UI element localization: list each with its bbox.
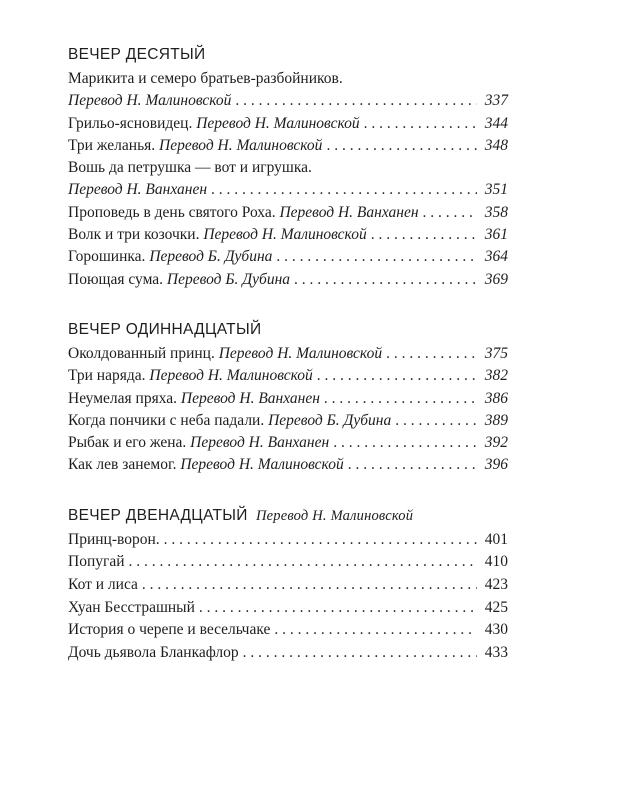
toc-leader-dots [371, 224, 477, 246]
toc-translator: Перевод Н. Малиновской [196, 114, 360, 132]
toc-title: Когда пончики с неба падали. [68, 411, 265, 429]
toc-translator: Перевод Н. Малиновской [180, 456, 344, 474]
toc-translator: Перевод Н. Ванханен [68, 181, 208, 199]
toc-leader-dots [235, 90, 477, 112]
toc-leader-dots [386, 343, 477, 365]
section-title: ВЕЧЕР ОДИННАДЦАТЫЙ [68, 320, 262, 338]
toc-translator: Перевод Н. Малиновской [203, 226, 367, 244]
toc-entry[interactable] [68, 551, 508, 574]
toc-leader-dots [294, 269, 477, 291]
toc-leader-dots [274, 619, 477, 642]
toc-page-number: 423 [484, 575, 508, 593]
toc-page-number: 389 [484, 411, 508, 429]
toc-title: Как лев занемог. [68, 456, 177, 474]
toc-title: Неумелая пряха. [68, 389, 178, 407]
toc-entry[interactable] [68, 246, 508, 268]
toc-translator: Перевод Н. Малиновской [68, 92, 232, 110]
toc-entry[interactable] [68, 202, 508, 224]
toc-translator: Перевод Н. Малиновской [149, 367, 313, 385]
toc-leader-dots [243, 642, 477, 665]
toc-leader-dots [164, 529, 477, 552]
toc-entry[interactable] [68, 574, 508, 597]
toc-title: Принц-ворон. [68, 530, 160, 548]
toc-entry[interactable] [68, 135, 508, 157]
toc-leader-dots [395, 410, 477, 432]
toc-translator: Перевод Н. Малиновской [159, 136, 323, 154]
toc-title: Горошинка. [68, 248, 146, 266]
toc-entry[interactable] [68, 343, 508, 365]
toc-translator: Перевод Б. Дубина [149, 248, 273, 266]
toc-entry[interactable] [68, 365, 508, 387]
toc-section-evening-ten [68, 44, 508, 291]
toc-entry[interactable] [68, 224, 508, 246]
toc-translator: Перевод Н. Ванханен [190, 434, 330, 452]
toc-leader-dots [129, 551, 477, 574]
toc-entry[interactable] [68, 454, 508, 476]
toc-entry[interactable] [68, 597, 508, 620]
toc-leader-dots [142, 574, 477, 597]
section-heading [68, 319, 508, 341]
toc-page-number: 401 [484, 530, 508, 548]
section-title: ВЕЧЕР ДЕСЯТЫЙ [68, 46, 206, 63]
toc-translator: Перевод Н. Ванханен [279, 203, 419, 221]
toc-page-number: 358 [484, 203, 508, 221]
toc-title: Кот и лиса [68, 575, 138, 593]
toc-title: Грильо-ясновидец. [68, 114, 193, 132]
toc-title: Околдованный принц. [68, 344, 215, 362]
toc-leader-dots [326, 135, 477, 157]
toc-entry-wrapped-title: Вошь да петрушка — вот и игрушка. [68, 159, 312, 177]
toc-leader-dots [364, 113, 477, 135]
toc-leader-dots [423, 202, 477, 224]
toc-page-number: 425 [484, 598, 508, 616]
toc-title: Дочь дьявола Бланкафлор [68, 643, 239, 661]
toc-entry[interactable] [68, 619, 508, 642]
toc-page-number: 410 [484, 553, 508, 571]
toc-title: Волк и три козочки. [68, 226, 200, 244]
toc-page-number: 351 [484, 181, 508, 199]
toc-title: Рыбак и его жена. [68, 434, 187, 452]
toc-translator: Перевод Н. Малиновской [218, 344, 383, 362]
toc-entry-wrapped-title: Марикита и семеро братьев-разбойников. [68, 70, 343, 87]
toc-entry[interactable] [68, 90, 508, 112]
toc-title: Попугай [68, 553, 125, 571]
toc-leader-dots [276, 246, 477, 268]
toc-entry[interactable] [68, 642, 508, 665]
toc-leader-dots [199, 597, 477, 620]
toc-title: Поющая сума. [68, 270, 164, 288]
toc-entry[interactable] [68, 269, 508, 291]
toc-leader-dots [324, 388, 477, 410]
toc-page-number: 375 [484, 344, 508, 362]
toc-leader-dots [333, 432, 477, 454]
toc-page-number: 430 [484, 621, 508, 639]
section-title: ВЕЧЕР ДВЕНАДЦАТЫЙ [68, 506, 248, 524]
toc-translator: Перевод Б. Дубина [166, 270, 291, 288]
toc-translator: Перевод Н. Ванханен [180, 389, 320, 407]
toc-title: Проповедь в день святого Роха. [68, 203, 276, 221]
toc-page-number: 392 [484, 434, 508, 452]
toc-page-number: 433 [484, 643, 508, 661]
toc-entry[interactable] [68, 179, 508, 201]
section-heading [68, 44, 508, 66]
toc-page-number: 344 [484, 114, 508, 132]
toc-section-evening-eleven [68, 319, 508, 477]
toc-page-number: 348 [484, 136, 508, 154]
toc-page-number: 386 [484, 389, 508, 407]
section-translator-note: Перевод Н. Малиновской [255, 507, 414, 524]
toc-entry[interactable] [68, 529, 508, 552]
toc-title: Хуан Бесстрашный [68, 598, 195, 616]
toc-entry[interactable] [68, 388, 508, 410]
section-heading [68, 505, 508, 527]
toc-section-evening-twelve [68, 505, 508, 665]
table-of-contents [68, 44, 508, 664]
toc-page-number: 364 [484, 248, 508, 266]
toc-title: История о черепе и весельчаке [68, 621, 271, 639]
toc-entry[interactable] [68, 410, 508, 432]
toc-title: Три желанья. [68, 136, 156, 154]
toc-page-number: 382 [484, 367, 508, 385]
toc-page-number: 337 [484, 92, 508, 110]
toc-page-number: 361 [484, 226, 508, 244]
toc-leader-dots [211, 179, 477, 201]
toc-leader-dots [317, 365, 477, 387]
toc-page-number: 369 [484, 270, 508, 288]
toc-translator: Перевод Б. Дубина [268, 411, 392, 429]
toc-page-number: 396 [484, 456, 508, 474]
toc-leader-dots [348, 454, 477, 476]
toc-entry[interactable] [68, 113, 508, 135]
toc-title: Три наряда. [68, 367, 146, 385]
toc-entry[interactable] [68, 432, 508, 454]
